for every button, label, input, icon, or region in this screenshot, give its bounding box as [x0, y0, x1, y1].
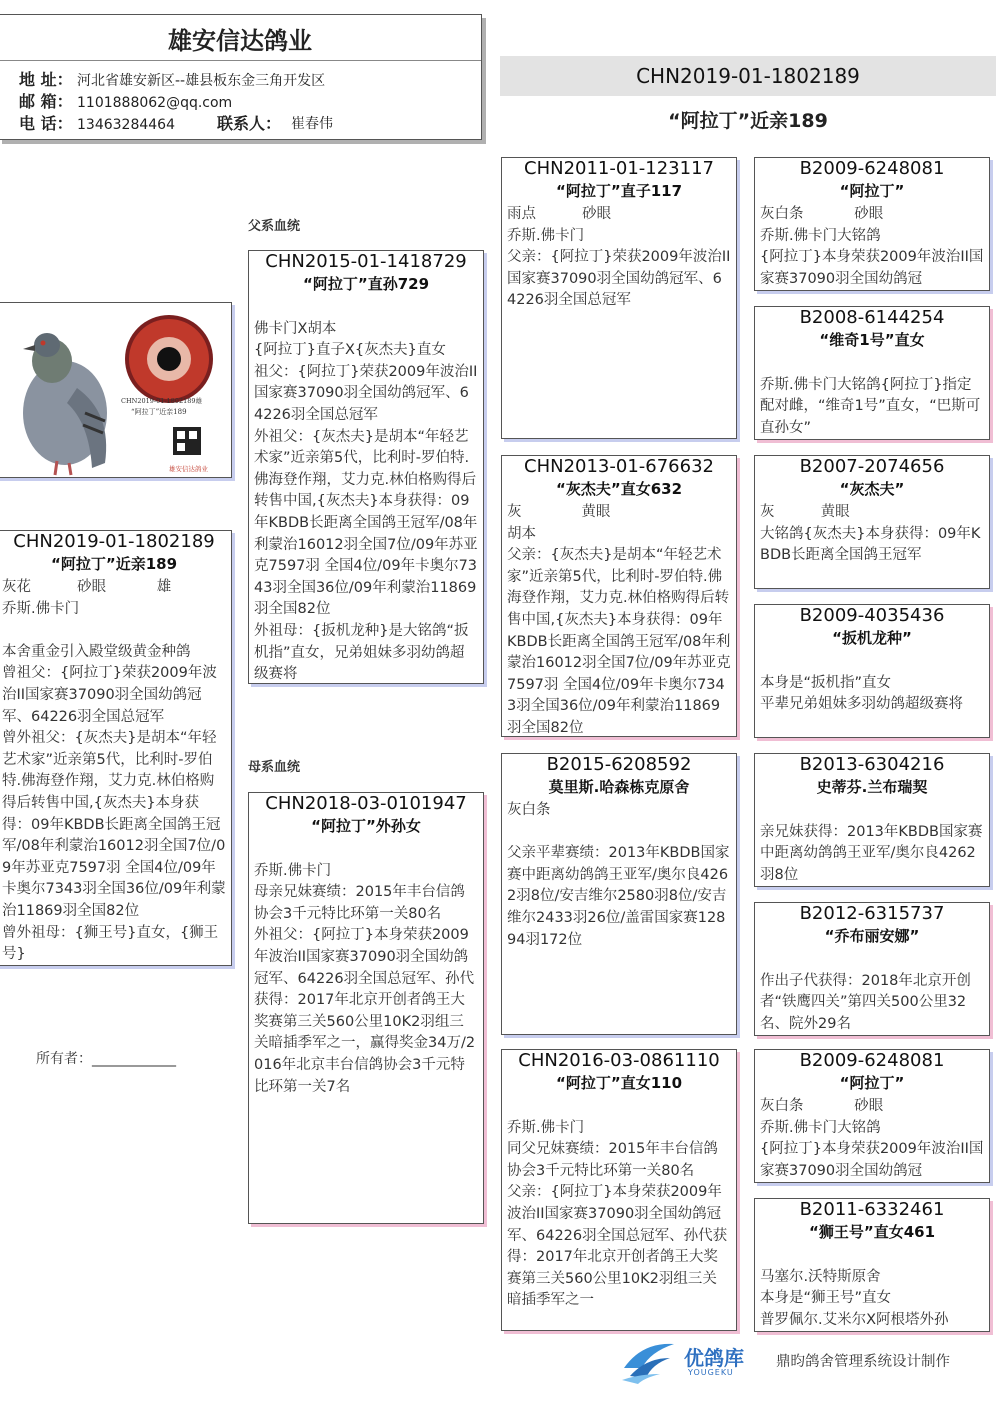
granddam-maternal-ring: CHN2016-03-0861110	[518, 1050, 720, 1071]
great-grandparent-ring: B2009-6248081	[799, 158, 945, 179]
great-grandparent-details: 马塞尔.沃特斯原舍 本身是“狮王号”直女 普罗佩尔.艾米尔X阿根塔外孙	[760, 1268, 949, 1328]
great-grandparent-card-5	[754, 753, 990, 887]
contact-value: 崔春伟	[291, 116, 333, 132]
great-grandparent-name: “维奇1号”直女	[819, 331, 925, 349]
main-pigeon-name: “阿拉丁”近亲189	[668, 110, 828, 132]
phone-row	[0, 113, 481, 135]
photo-name-text: “阿拉丁”近亲189	[131, 408, 187, 416]
granddam-maternal-name: “阿拉丁”直女110	[555, 1074, 683, 1092]
great-grandparent-ring: B2013-6304216	[799, 754, 945, 775]
sire-card	[248, 250, 484, 684]
great-grandparent-card-6	[754, 902, 990, 1036]
granddam-paternal-name: “灰杰夫”直女632	[555, 480, 683, 498]
photo-ring-text: CHN2019-01-1802189雄	[121, 397, 202, 405]
great-grandparent-details: 乔斯.佛卡门大铭鸽{阿拉丁}指定配对雌，“维奇1号”直女，“巴斯可直孙女”	[760, 376, 981, 436]
great-grandparent-name: 史蒂芬.兰布瑞契	[816, 778, 928, 796]
great-grandparent-ring: B2009-4035436	[799, 605, 945, 626]
brand-logo-icon	[620, 1338, 678, 1384]
great-grandparent-name: “狮王号”直女461	[808, 1223, 936, 1241]
great-grandparent-name: “灰杰夫”	[839, 480, 905, 498]
brand-credit: 鼎昀鸽舍管理系统设计制作	[776, 1354, 950, 1370]
subject-card	[0, 530, 232, 966]
owner-field: 所有者：____________	[36, 1051, 176, 1067]
sire-details: 佛卡门X胡本 {阿拉丁}直子X{灰杰夫}直女 祖父：{阿拉丁}荣获2009年波治II国家赛37090羽全国幼鸽冠军、64226羽全国总冠军 外祖父：{灰杰夫}是胡本“年轻艺术家”近亲第5代，比利时-罗伯特.佛海登作翔，艾力克.林伯格购得后转售中国,{灰杰夫}本身获得：09年KBDB长距离全国鸽王冠军/08年利蒙治16012羽全国7位/09年苏亚克7597羽 全国4位/09年卡奥尔7343羽全国36位/09年利蒙治11869羽全国82位 外祖母：{扳机龙种}是大铭鸽“扳机指”直女，兄弟姐妹多羽幼鸽超级赛将	[254, 320, 478, 683]
great-grandparent-ring: B2007-2074656	[799, 456, 945, 477]
great-grandparent-card-3	[754, 455, 990, 589]
great-grandparent-name: “阿拉丁”	[839, 182, 905, 200]
grandsire-paternal-name: “阿拉丁”直子117	[555, 182, 683, 200]
granddam-paternal-details: 灰 黄眼 胡本 父亲：{灰杰夫}是胡本“年轻艺术家”近亲第5代，比利时-罗伯特.佛海登作翔，艾力克.林伯格购得后转售中国,{灰杰夫}本身获得：09年KBDB长距离全国鸽王冠军/08年利蒙治16012羽全国7位/09年苏亚克7597羽 全国4位/09年卡奥尔7343羽全国36位/09年利蒙治11869羽全国82位	[507, 504, 731, 736]
sire-name: “阿拉丁”直孙729	[302, 275, 430, 293]
contact-label: 联系人：	[217, 114, 282, 133]
mother-line-label: 母系血统	[248, 760, 301, 775]
grandsire-paternal-details: 雨点 砂眼 乔斯.佛卡门 父亲：{阿拉丁}荣获2009年波治II国家赛37090羽全国幼鸽冠军、64226羽全国总冠军	[507, 206, 731, 309]
header-box	[0, 14, 482, 140]
address-label: 地 址：	[19, 70, 73, 89]
great-grandparent-details: 本身是“扳机指”直女 平辈兄弟姐妹多羽幼鸽超级赛将	[760, 674, 963, 713]
granddam-maternal-card	[501, 1049, 737, 1331]
pigeon-illustration	[0, 303, 232, 478]
great-grandparent-name: “乔布丽安娜”	[824, 927, 920, 945]
grandsire-maternal-details: 灰白条 父亲平辈赛绩：2013年KBDB国家赛中距离幼鸽鸽王亚军/奥尔良4262羽8位/安吉维尔2580羽8位/安吉维尔2433羽26位/盖雷国家赛12894羽172位	[507, 802, 730, 948]
great-grandparent-name: “扳机龙种”	[832, 629, 912, 647]
subject-name: “阿拉丁”近亲189	[50, 555, 178, 573]
father-line-label: 父系血统	[248, 219, 301, 234]
dam-ring: CHN2018-03-0101947	[265, 793, 467, 814]
grandsire-paternal-card	[501, 157, 737, 439]
dam-details: 乔斯.佛卡门 母亲兄妹赛绩：2015年丰台信鸽协会3千元特比环第一关80名 外祖父：{阿拉丁}本身荣获2009年波治II国家赛37090羽全国幼鸽冠军、64226羽全国总冠军、孙代获得：2017年北京开创者鸽王大奖赛第三关560公里10K2羽组三关暗插季军之一，赢得奖金34万/2016年北京丰台信鸽协会3千元特比环第一关7名	[254, 862, 476, 1095]
email-row	[0, 91, 481, 113]
phone-label: 电 话：	[19, 114, 73, 133]
photo-caption-text: 雄安信达鸽业	[169, 465, 208, 473]
brand-name-en: YOUGEKU	[688, 1368, 734, 1377]
great-grandparent-details: 灰白条 砂眼 乔斯.佛卡门大铭鸽 {阿拉丁}本身荣获2009年波治II国家赛37090羽全国幼鸽冠	[760, 206, 984, 287]
granddam-paternal-card	[501, 455, 737, 737]
great-grandparent-name: “阿拉丁”	[839, 1074, 905, 1092]
brand-name: 优鸽库	[684, 1346, 744, 1370]
great-grandparent-card-1	[754, 157, 990, 291]
grandsire-paternal-ring: CHN2011-01-123117	[524, 158, 714, 179]
granddam-paternal-ring: CHN2013-01-676632	[524, 456, 714, 477]
great-grandparent-ring: B2009-6248081	[799, 1050, 945, 1071]
great-grandparent-details: 作出子代获得：2018年北京开创者“铁鹰四关”第四关500公里32名、院外29名	[760, 972, 971, 1032]
grandsire-maternal-name: 莫里斯.哈森栋克原舍	[548, 778, 690, 796]
dam-card	[248, 792, 484, 1224]
great-grandparent-details: 亲兄妹获得：2013年KBDB国家赛中距离幼鸽鸽王亚军/奥尔良4262羽8位	[760, 823, 983, 883]
address-row	[0, 69, 481, 91]
email-value: 1101888062@qq.com	[77, 95, 233, 111]
great-grandparent-card-7	[754, 1049, 990, 1183]
great-grandparent-details: 灰 黄眼 大铭鸽{灰杰夫}本身获得：09年KBDB长距离全国鸽王冠军	[760, 504, 981, 564]
great-grandparent-ring: B2008-6144254	[799, 307, 945, 328]
great-grandparent-card-8	[754, 1198, 990, 1332]
main-ring-number: CHN2019-01-1802189	[500, 56, 996, 96]
granddam-maternal-details: 乔斯.佛卡门 同父兄妹赛绩：2015年丰台信鸽协会3千元特比环第一关80名 父亲：{阿拉丁}本身荣获2009年波治II国家赛37090羽全国幼鸽冠军、64226羽全国总冠军、孙代获得：2017年北京开创者鸽王大奖赛第三关560公里10K2羽组三关暗插季军之一	[507, 1119, 728, 1309]
grandsire-maternal-card	[501, 753, 737, 1035]
great-grandparent-card-2	[754, 306, 990, 440]
sire-ring: CHN2015-01-1418729	[265, 251, 467, 272]
pigeon-photo	[0, 302, 232, 478]
dam-name: “阿拉丁”外孙女	[311, 817, 421, 835]
subject-details: 灰花 砂眼 雄 乔斯.佛卡门 本舍重金引入殿堂级黄金种鸽 曾祖父：{阿拉丁}荣获2009年波治II国家赛37090羽全国幼鸽冠军、64226羽全国总冠军 曾外祖父：{灰杰夫}是胡本“年轻艺术家”近亲第5代，比利时-罗伯特.佛海登作翔，艾力克.林伯格购得后转售中国,{灰杰夫}本身获得：09年KBDB长距离全国鸽王冠军/08年利蒙治16012羽全国7位/09年苏亚克7597羽 全国4位/09年卡奥尔7343羽全国36位/09年利蒙治11869羽全国82位 曾外祖母：{狮王号}直女，{狮王号}	[2, 579, 226, 963]
great-grandparent-card-4	[754, 604, 990, 738]
great-grandparent-ring: B2011-6332461	[799, 1199, 945, 1220]
great-grandparent-details: 灰白条 砂眼 乔斯.佛卡门大铭鸽 {阿拉丁}本身荣获2009年波治II国家赛37090羽全国幼鸽冠	[760, 1098, 984, 1179]
email-label: 邮 箱：	[19, 92, 73, 111]
grandsire-maternal-ring: B2015-6208592	[546, 754, 692, 775]
address-value: 河北省雄安新区--雄县板东金三角开发区	[77, 73, 326, 89]
phone-value: 13463284464	[77, 117, 175, 133]
footer-brand	[620, 1338, 990, 1384]
subject-ring: CHN2019-01-1802189	[13, 531, 215, 552]
loft-title: 雄安信达鸽业	[0, 15, 481, 61]
great-grandparent-ring: B2012-6315737	[799, 903, 945, 924]
